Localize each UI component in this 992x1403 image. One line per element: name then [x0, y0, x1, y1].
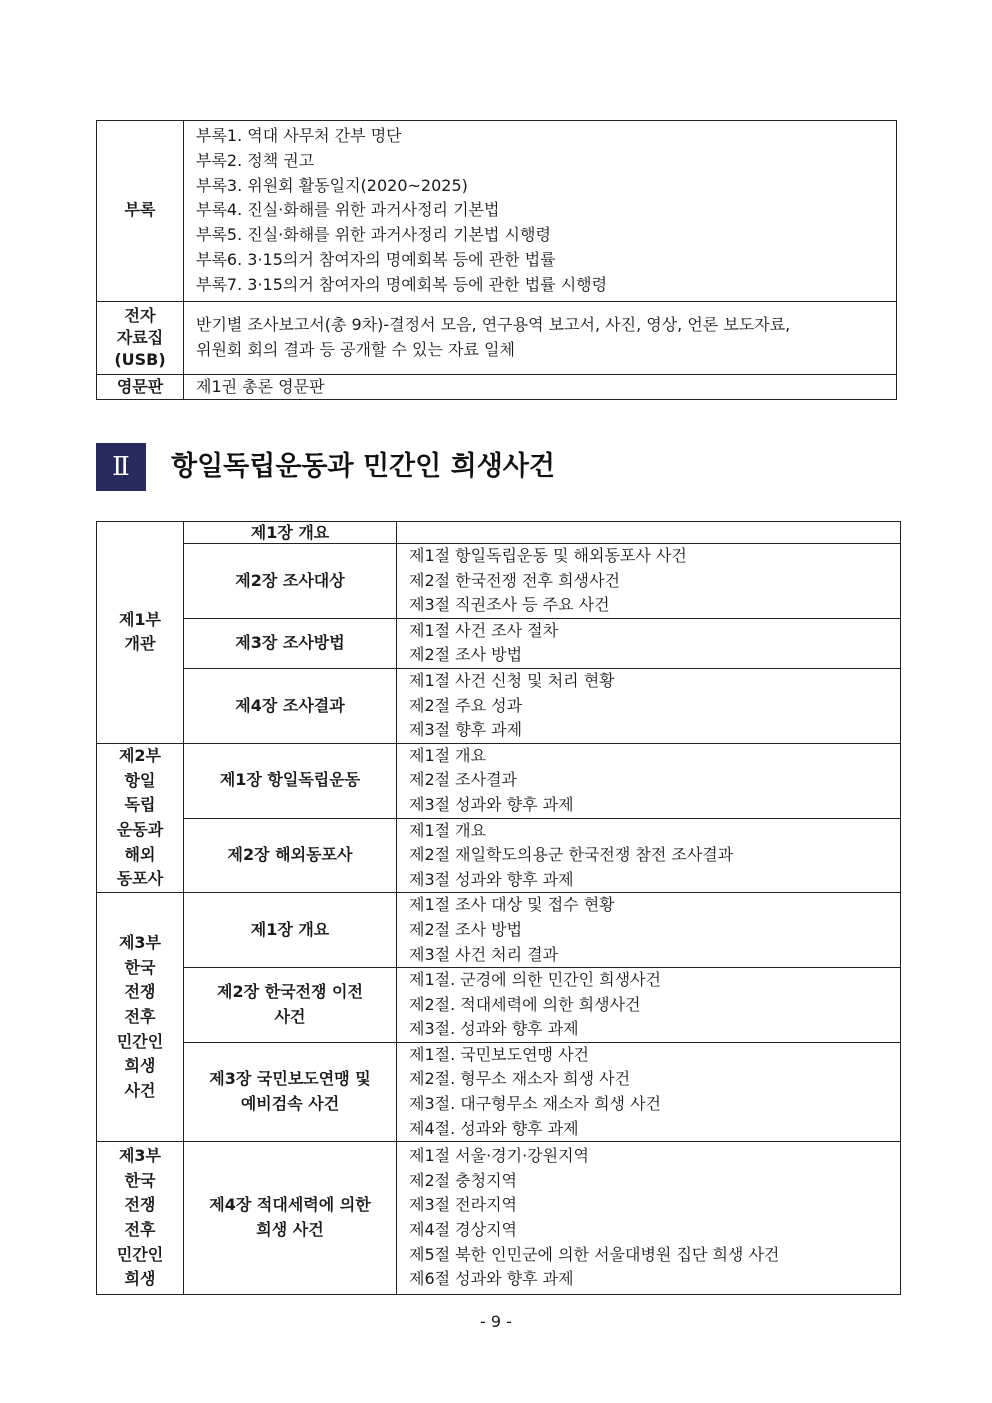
row-label-text: (USB) [114, 349, 166, 369]
list-item: 부록7. 3·15의거 참여자의 명예회복 등에 관한 법률 시행령 [196, 274, 608, 294]
chapter-sections [397, 893, 901, 968]
list-item: 제6절 성과와 향후 과제 [409, 1269, 574, 1289]
part-label-text: 전후 [124, 1220, 156, 1240]
list-item: 제1절. 국민보도연맹 사건 [409, 1044, 589, 1064]
part-label-text: 민간인 [116, 1244, 164, 1264]
chapter-title-text: 희생 사건 [256, 1220, 324, 1240]
part-label-text: 독립 [124, 795, 156, 815]
list-item: 제1절 개요 [409, 745, 487, 765]
chapter-title [184, 668, 397, 743]
part-label [97, 1142, 184, 1295]
part-label-text: 한국 [124, 957, 156, 977]
table-row [97, 522, 901, 544]
part-label [97, 893, 184, 1142]
part-label-text: 개관 [124, 634, 156, 654]
part-label-text: 전쟁 [124, 982, 156, 1002]
part-label-text: 민간인 [116, 1031, 164, 1051]
chapter-title-text: 예비검속 사건 [240, 1094, 340, 1114]
chapter-title-text: 제1장 항일독립운동 [219, 770, 361, 790]
list-item: 제2절 재일학도의용군 한국전쟁 참전 조사결과 [409, 845, 734, 865]
chapter-title-text: 제2장 해외동포사 [227, 845, 353, 865]
page-number: - 9 - [480, 1312, 512, 1331]
section-title: 항일독립운동과 민간인 희생사건 [171, 451, 555, 482]
table-row [97, 968, 901, 1043]
table-row [97, 301, 897, 374]
row-content [184, 374, 897, 400]
table-row [97, 618, 901, 668]
row-content [184, 301, 897, 374]
list-item: 제1절 조사 대상 및 접수 현황 [409, 895, 615, 915]
part-label-text: 제3부 [118, 933, 162, 953]
list-item: 제1절 개요 [409, 820, 487, 840]
chapter-title [184, 743, 397, 818]
chapter-title [184, 522, 397, 544]
row-label-text: 부록 [124, 200, 156, 220]
list-item: 제3절 성과와 향후 과제 [409, 869, 574, 889]
list-item: 제1권 총론 영문판 [196, 376, 325, 396]
list-item: 제2절 한국전쟁 전후 희생사건 [409, 570, 620, 590]
list-item: 제3절 향후 과제 [409, 720, 523, 740]
list-item: 제4절 경상지역 [409, 1220, 518, 1240]
list-item: 제4절. 성과와 향후 과제 [409, 1118, 579, 1138]
list-item: 제1절 항일독립운동 및 해외동포사 사건 [409, 546, 687, 565]
table-row [97, 1042, 901, 1141]
table-row [97, 1142, 901, 1295]
part-label-text: 희생 [124, 1269, 156, 1289]
chapter-title-text: 제4장 적대세력에 의한 [209, 1195, 371, 1215]
chapter-title-text: 제3장 국민보도연맹 및 [209, 1069, 371, 1089]
table-row [97, 668, 901, 743]
part-label-text: 해외 [124, 844, 156, 864]
list-item: 제1절 서울·경기·강원지역 [409, 1146, 589, 1166]
part-label [97, 522, 184, 744]
chapter-title-text: 제2장 조사대상 [235, 570, 345, 590]
chapter-title-text: 제4장 조사결과 [235, 695, 345, 715]
part-label-text: 희생 [124, 1056, 156, 1076]
list-item: 제2절 조사 방법 [409, 645, 523, 665]
list-item: 제1절 사건 신청 및 처리 현황 [409, 670, 615, 690]
part-label-text: 전쟁 [124, 1195, 156, 1215]
list-item: 제3절. 성과와 향후 과제 [409, 1019, 579, 1039]
list-item: 제2절 충청지역 [409, 1170, 518, 1190]
chapter-title-text: 사건 [274, 1006, 306, 1026]
table-row [97, 374, 897, 400]
table-row [97, 544, 901, 619]
part-label-text: 제3부 [118, 1146, 162, 1166]
chapter-title [184, 1042, 397, 1141]
chapter-sections [397, 818, 901, 893]
row-label-text: 영문판 [116, 376, 164, 396]
chapter-title [184, 968, 397, 1043]
row-label [97, 301, 184, 374]
chapter-sections [397, 1042, 901, 1141]
chapter-title [184, 544, 397, 619]
table-row [97, 818, 901, 893]
list-item: 부록2. 정책 권고 [196, 150, 315, 170]
section-number-badge: Ⅱ [96, 443, 146, 491]
list-item: 제2절 조사결과 [409, 770, 518, 790]
part-label-text: 사건 [124, 1080, 156, 1100]
part-label-text: 동포사 [116, 869, 164, 889]
section-heading [96, 443, 796, 491]
chapter-sections [397, 618, 901, 668]
part-label-text: 운동과 [116, 820, 164, 840]
list-item: 제3절 사건 처리 결과 [409, 944, 559, 964]
part-label-text: 한국 [124, 1170, 156, 1190]
list-item: 위원회 회의 결과 등 공개할 수 있는 자료 일체 [196, 339, 515, 359]
row-label [97, 374, 184, 400]
chapter-sections [397, 743, 901, 818]
list-item: 제3절 성과와 향후 과제 [409, 794, 574, 814]
list-item: 제3절 직권조사 등 주요 사건 [409, 595, 610, 615]
chapter-title-text: 제1장 개요 [250, 919, 330, 939]
list-item: 제3절. 대구형무소 재소자 희생 사건 [409, 1094, 661, 1114]
list-item: 제1절 사건 조사 절차 [409, 620, 559, 640]
table-row [97, 121, 897, 302]
row-content [184, 121, 897, 302]
chapter-title [184, 893, 397, 968]
chapter-title-text: 제2장 한국전쟁 이전 [217, 982, 363, 1002]
list-item: 제2절 조사 방법 [409, 919, 523, 939]
part-label [97, 743, 184, 893]
contents-table [96, 521, 901, 1295]
chapter-sections [397, 968, 901, 1043]
chapter-title [184, 818, 397, 893]
table-row [97, 743, 901, 818]
list-item: 제3절 전라지역 [409, 1195, 518, 1215]
chapter-title [184, 1142, 397, 1295]
chapter-sections [397, 1142, 901, 1295]
list-item: 제2절. 형무소 재소자 희생 사건 [409, 1069, 631, 1089]
appendix-table [96, 120, 897, 400]
chapter-sections [397, 668, 901, 743]
chapter-title-text: 제3장 조사방법 [235, 633, 345, 653]
list-item: 부록3. 위원회 활동일지(2020~2025) [196, 175, 468, 195]
list-item: 제5절 북한 인민군에 의한 서울대병원 집단 희생 사건 [409, 1244, 780, 1264]
chapter-title [184, 618, 397, 668]
part-label-text: 제1부 [118, 609, 162, 629]
table-row [97, 893, 901, 968]
chapter-sections [397, 544, 901, 619]
row-label-text: 자료집 [116, 327, 164, 347]
row-label [97, 121, 184, 302]
list-item: 반기별 조사보고서(총 9차)-결정서 모음, 연구용역 보고서, 사진, 영상, 언론 보도자료, [196, 314, 791, 334]
row-label-text: 전자 [124, 305, 156, 325]
chapter-sections [397, 522, 901, 544]
list-item: 부록6. 3·15의거 참여자의 명예회복 등에 관한 법률 [196, 249, 556, 269]
list-item: 부록4. 진실·화해를 위한 과거사정리 기본법 [196, 200, 500, 220]
list-item: 제1절. 군경에 의한 민간인 희생사건 [409, 970, 661, 990]
list-item: 제2절 주요 성과 [409, 695, 523, 715]
chapter-title-text: 제1장 개요 [250, 522, 330, 542]
list-item: 부록5. 진실·화해를 위한 과거사정리 기본법 시행령 [196, 225, 551, 245]
part-label-text: 제2부 [118, 746, 162, 766]
part-label-text: 전후 [124, 1006, 156, 1026]
list-item: 부록1. 역대 사무처 간부 명단 [196, 126, 402, 145]
part-label-text: 항일 [124, 770, 156, 790]
list-item: 제2절. 적대세력에 의한 희생사건 [409, 994, 641, 1014]
